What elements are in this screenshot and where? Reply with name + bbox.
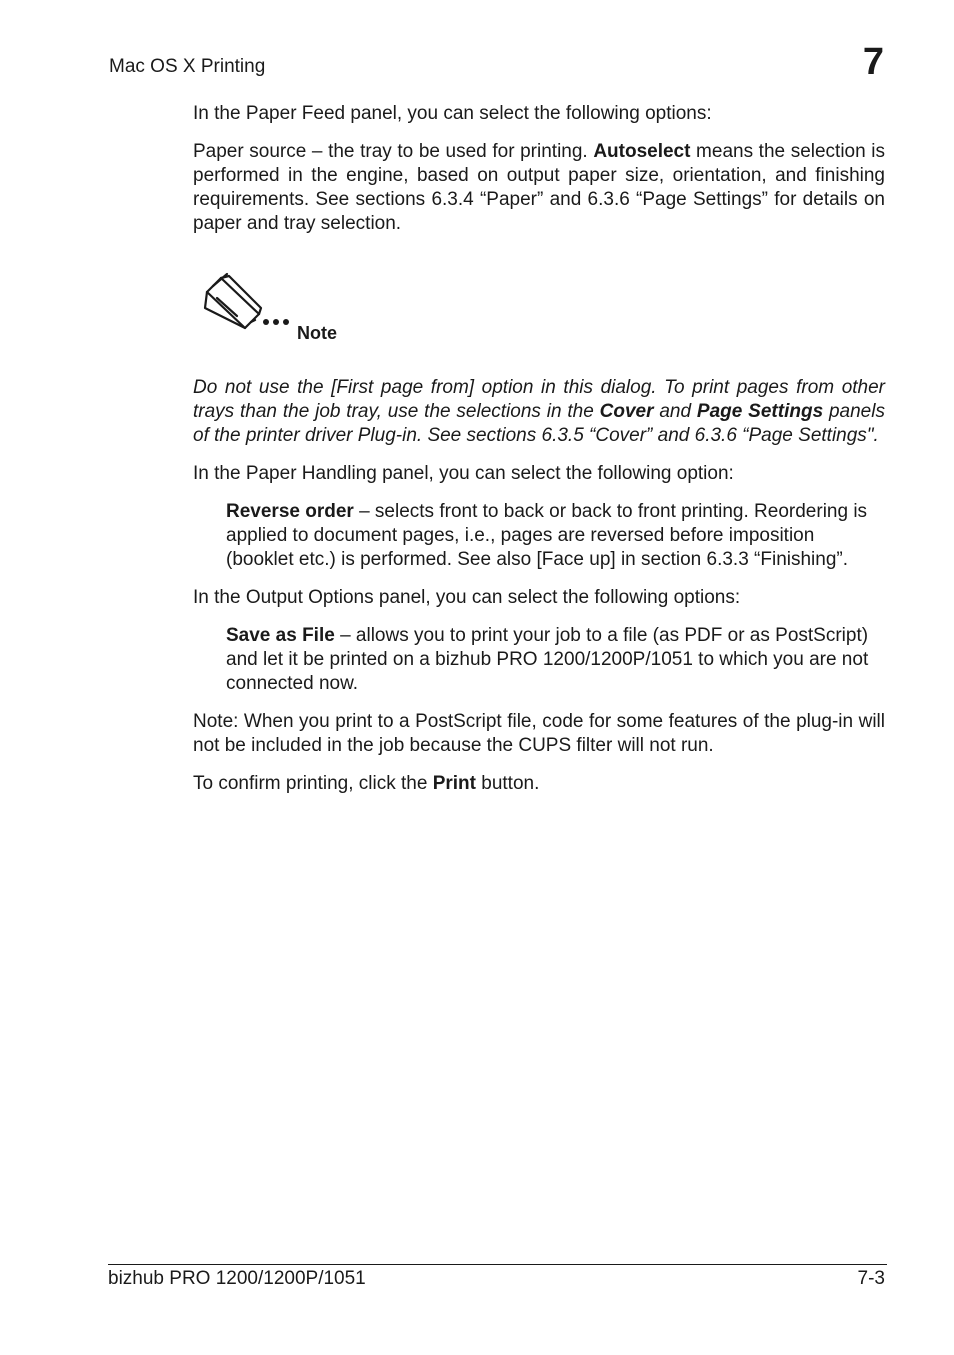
note-text-part: Do not use the [First page from] option in this dialog. To print pages from other trays than the job tray, use the selections in the <box>193 377 885 422</box>
save-as-file-paragraph <box>193 624 885 696</box>
paper-source-lead: Paper source – the tray to be used for printing. <box>193 141 594 162</box>
note-text-part: panels of the printer driver Plug-in. See sections 6.3.5 “Cover” and 6.3.6 “Page Settings". <box>193 401 885 446</box>
cover-term: Cover <box>599 401 654 422</box>
paper-source-rest: means the selection is performed in the engine, based on output paper size, orientation, and finishing requirements. See sections 6.3.4 “Paper” and 6.3.6 “Page Settings” for details on paper and tray selection. <box>193 141 885 234</box>
pencil-note-icon <box>201 272 301 334</box>
footer-product-name: bizhub PRO 1200/1200P/1051 <box>108 1268 366 1289</box>
page-settings-term: Page Settings <box>696 401 824 422</box>
confirm-lead: To confirm printing, click the <box>193 773 433 794</box>
note-text <box>193 376 885 448</box>
footer-page-number: 7-3 <box>857 1268 885 1289</box>
note-text-part: and <box>653 401 697 422</box>
paper-source-paragraph <box>193 140 885 236</box>
running-header-title: Mac OS X Printing <box>109 56 266 77</box>
page-body <box>193 102 885 810</box>
footer-divider <box>108 1264 887 1265</box>
paper-feed-intro: In the Paper Feed panel, you can select the following options: <box>193 103 712 124</box>
confirm-printing-paragraph <box>193 772 885 796</box>
save-as-file-description: – allows you to print your job to a file (as PDF or as PostScript) and let it be printed on a bizhub PRO 1200/1200P/1051 to which you are not connected now. <box>226 625 869 694</box>
postscript-note: Note: When you print to a PostScript file, code for some features of the plug-in will not be included in the job because the CUPS filter will not run. <box>193 711 885 756</box>
reverse-order-term: Reverse order <box>226 501 354 522</box>
reverse-order-paragraph <box>193 500 885 572</box>
note-header <box>193 272 885 370</box>
save-as-file-term: Save as File <box>226 625 335 646</box>
reverse-order-description: – selects front to back or back to front printing. Reordering is applied to document pages, i.e., pages are reversed before imposition (booklet etc.) is performed. See also [Face up] in section 6.3.3 “Finishing”. <box>226 501 868 570</box>
note-label: Note <box>297 323 337 343</box>
print-term: Print <box>432 773 476 794</box>
autoselect-term: Autoselect <box>593 141 691 162</box>
output-options-intro: In the Output Options panel, you can select the following options: <box>193 587 741 608</box>
chapter-number: 7 <box>862 41 884 83</box>
confirm-rest: button. <box>475 773 540 794</box>
paper-handling-intro: In the Paper Handling panel, you can select the following option: <box>193 463 734 484</box>
